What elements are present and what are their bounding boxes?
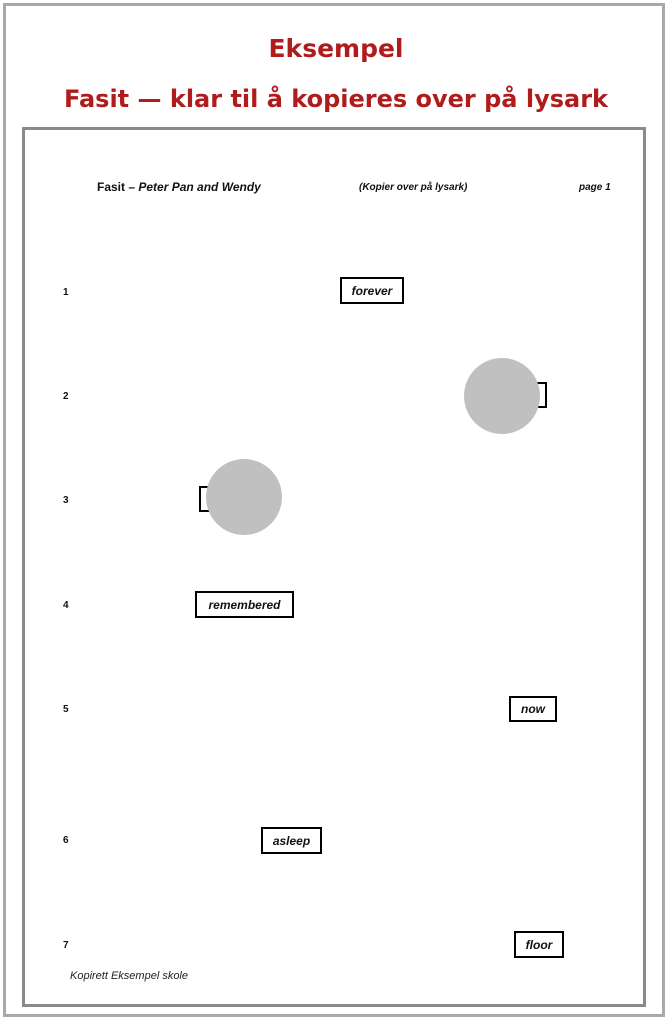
sheet-title-prefix: Fasit – [97, 180, 139, 194]
sheet-title [97, 180, 261, 194]
answer-box: forever [340, 277, 404, 304]
hidden-answer-circle [206, 459, 282, 535]
answer-box: remembered [195, 591, 294, 618]
row-number: 1 [63, 287, 69, 298]
row-number: 7 [63, 940, 69, 951]
hidden-answer-circle [464, 358, 540, 434]
row-number: 6 [63, 835, 69, 846]
row-number: 4 [63, 600, 69, 611]
row-number: 5 [63, 704, 69, 715]
heading-title: Eksempel [268, 34, 404, 63]
answer-sheet [22, 127, 646, 1007]
answer-box: asleep [261, 827, 322, 854]
row-number: 2 [63, 391, 69, 402]
sheet-title-book: Peter Pan and Wendy [138, 180, 261, 194]
row-number: 3 [63, 495, 69, 506]
page-label: page 1 [579, 182, 611, 193]
sheet-instruction: (Kopier over på lysark) [359, 182, 468, 193]
copyright-footer: Kopirett Eksempel skole [70, 970, 188, 982]
heading-subtitle: Fasit — klar til å kopieres over på lysark [63, 85, 608, 113]
answer-box: now [509, 696, 557, 722]
answer-box: floor [514, 931, 564, 958]
